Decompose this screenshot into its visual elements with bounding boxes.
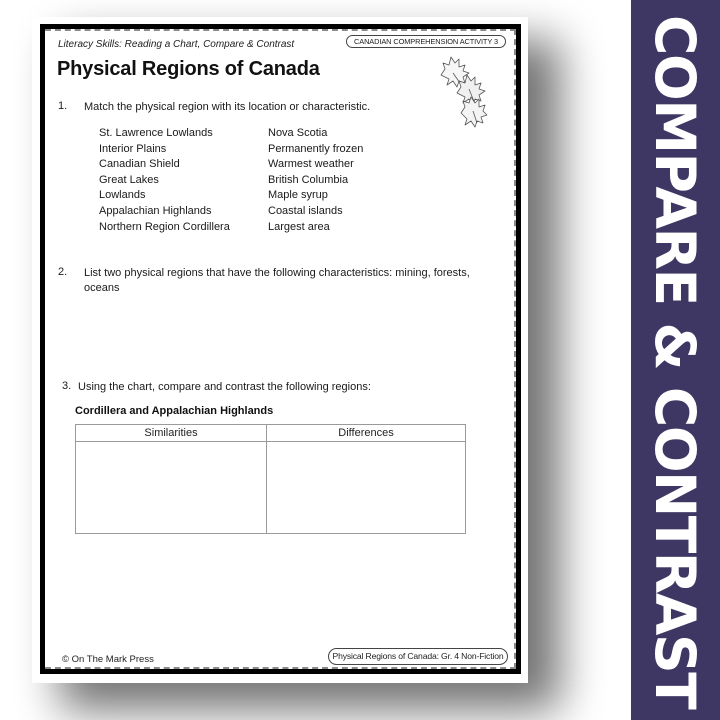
list-item: Northern Region Cordillera <box>99 220 230 233</box>
question-text: Match the physical region with its location or characteristic. <box>84 101 371 113</box>
column-header-similarities: Similarities <box>76 425 267 442</box>
worksheet-frame <box>40 24 521 674</box>
list-item: Permanently frozen <box>268 142 364 155</box>
list-item: Largest area <box>268 220 330 233</box>
column-header-differences: Differences <box>267 425 466 442</box>
list-item: Warmest weather <box>268 158 354 171</box>
list-item: St. Lawrence Lowlands <box>99 127 213 139</box>
question-number: 2. <box>58 266 68 278</box>
list-item: British Columbia <box>268 173 349 186</box>
question-text: List two physical regions that have the following characteristics: mining, forests, oceans <box>84 267 470 294</box>
differences-answer-cell[interactable] <box>267 442 466 534</box>
list-item: Coastal islands <box>268 204 343 217</box>
match-characteristics-list <box>268 126 363 235</box>
list-item: Interior Plains <box>99 142 167 155</box>
question-number: 3. <box>62 380 72 392</box>
side-banner <box>631 0 720 720</box>
question-text: Using the chart, compare and contrast the following regions: <box>78 381 371 393</box>
match-regions-list <box>99 126 230 235</box>
activity-badge: CANADIAN COMPREHENSION ACTIVITY 3 <box>346 35 506 48</box>
dashed-border-bottom <box>45 667 516 669</box>
similarities-answer-cell[interactable] <box>76 442 267 534</box>
list-item: Lowlands <box>99 189 146 202</box>
list-item: Canadian Shield <box>99 158 180 171</box>
footer-title-pill: Physical Regions of Canada: Gr. 4 Non-Fiction <box>328 648 508 665</box>
table-row <box>76 442 466 534</box>
list-item: Nova Scotia <box>268 127 328 139</box>
compare-subheading: Cordillera and Appalachian Highlands <box>75 405 274 417</box>
page-title: Physical Regions of Canada <box>57 58 320 80</box>
banner-title: COMPARE & CONTRAST <box>643 15 707 709</box>
copyright-text: © On The Mark Press <box>62 654 154 665</box>
list-item: Maple syrup <box>268 189 328 202</box>
list-item: Great Lakes <box>99 173 159 186</box>
maple-leaves-icon <box>437 53 489 129</box>
list-item: Appalachian Highlands <box>99 204 212 217</box>
dashed-border-top <box>45 29 516 31</box>
question-number: 1. <box>58 100 68 112</box>
worksheet-kicker: Literacy Skills: Reading a Chart, Compare & Contrast <box>58 39 295 50</box>
compare-contrast-table <box>75 424 466 534</box>
dashed-border-right <box>514 29 516 669</box>
